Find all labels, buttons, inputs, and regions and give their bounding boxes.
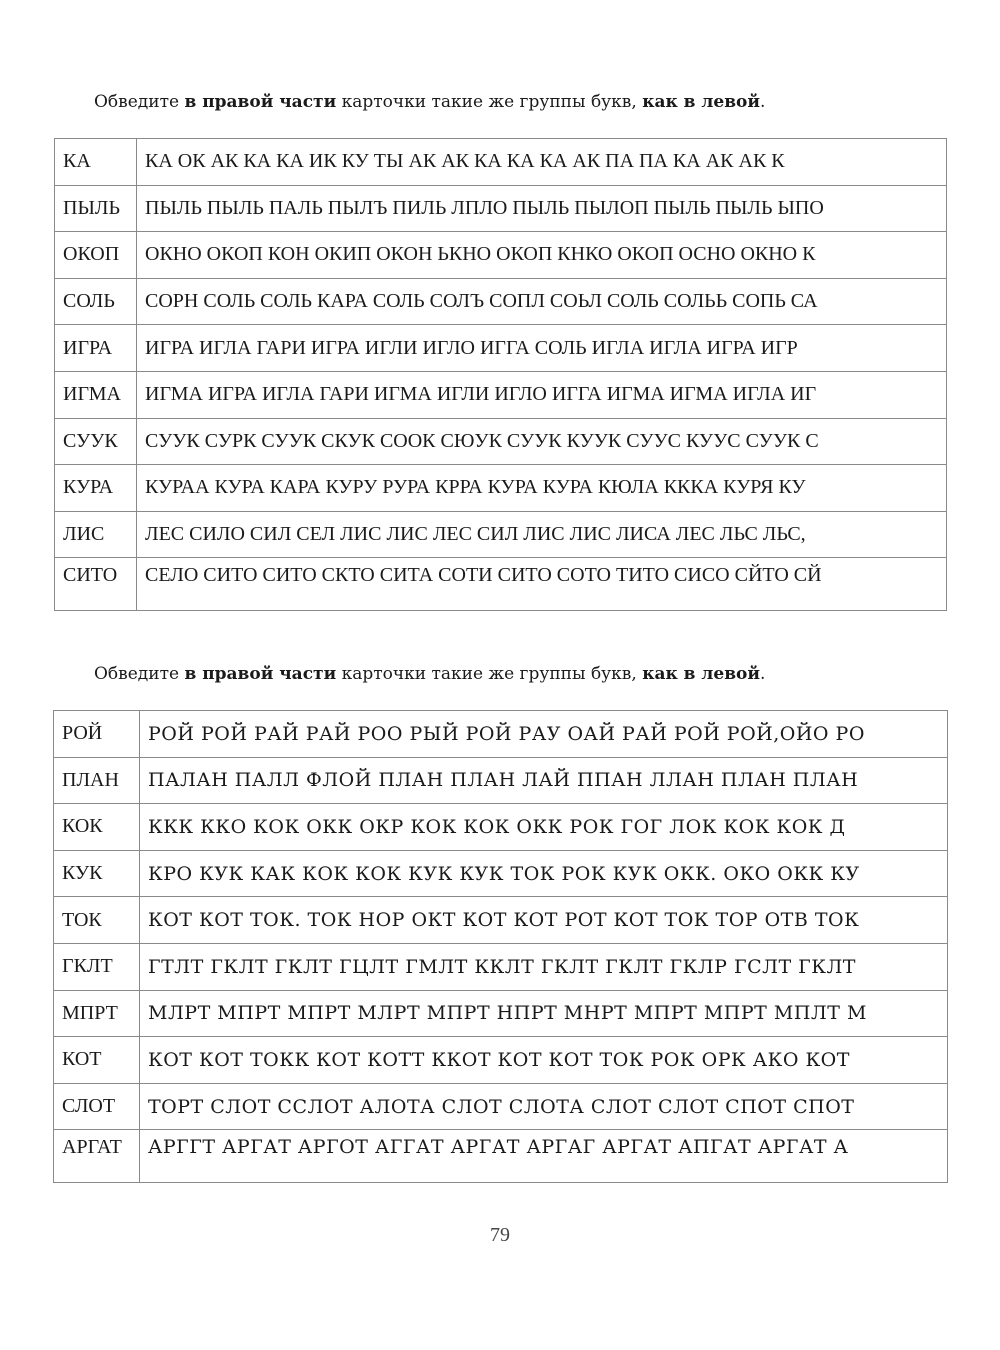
search-letter-line: СУУК СУРК СУУК СКУК СООК СЮУК СУУК КУУК СУУС КУУС СУУК С <box>137 418 947 465</box>
search-letter-line: ИГРА ИГЛА ГАРИ ИГРА ИГЛИ ИГЛО ИГГА СОЛЬ ИГЛА ИГЛА ИГРА ИГР <box>137 325 947 372</box>
card-row <box>55 278 947 325</box>
card-row <box>54 850 948 897</box>
target-letter-group: СУУК <box>55 418 137 465</box>
target-letter-group: СИТО <box>55 558 137 611</box>
card-row <box>55 558 947 611</box>
target-letter-group: КОТ <box>54 1037 140 1084</box>
card-row <box>54 804 948 851</box>
search-letter-line: ИГМА ИГРА ИГЛА ГАРИ ИГМА ИГЛИ ИГЛО ИГГА ИГМА ИГМА ИГЛА ИГ <box>137 371 947 418</box>
search-letter-line: ПЫЛЬ ПЫЛЬ ПАЛЬ ПЫЛЪ ПИЛЬ ЛПЛО ПЫЛЬ ПЫЛОП ПЫЛЬ ПЫЛЬ ЫПО <box>137 185 947 232</box>
target-letter-group: КУРА <box>55 465 137 512</box>
card-row <box>55 371 947 418</box>
search-letter-line: МЛРТ МПРТ МПРТ МЛРТ МПРТ НПРТ МНРТ МПРТ МПРТ МПЛТ М <box>140 990 948 1037</box>
target-letter-group: ИГРА <box>55 325 137 372</box>
card-row <box>55 325 947 372</box>
target-letter-group: ПЛАН <box>54 757 140 804</box>
target-letter-group: КА <box>55 139 137 186</box>
card-row <box>55 511 947 558</box>
page-number: 79 <box>490 1224 510 1246</box>
search-letter-line: ГТЛТ ГКЛТ ГКЛТ ГЦЛТ ГМЛТ ККЛТ ГКЛТ ГКЛТ ГКЛР ГСЛТ ГКЛТ <box>140 943 948 990</box>
target-letter-group: ИГМА <box>55 371 137 418</box>
card-row <box>54 1130 948 1183</box>
card-row <box>54 1037 948 1084</box>
target-letter-group: КУК <box>54 850 140 897</box>
search-letter-line: ОКНО ОКОП КОН ОКИП ОКОН ЬКНО ОКОП КНКО ОКОП ОСНО ОКНО К <box>137 232 947 279</box>
card-row <box>55 232 947 279</box>
search-letter-line: СЕЛО СИТО СИТО СКТО СИТА СОТИ СИТО СОТО ТИТО СИСО СЙТО СЙ <box>137 558 947 611</box>
target-letter-group: СЛОТ <box>54 1083 140 1130</box>
search-letter-line: ПАЛАН ПАЛЛ ФЛОЙ ПЛАН ПЛАН ЛАЙ ППАН ЛЛАН ПЛАН ПЛАН <box>140 757 948 804</box>
search-letter-line: КОТ КОТ ТОКК КОТ КОТТ ККОТ КОТ КОТ ТОК РОК ОРК АКО КОТ <box>140 1037 948 1084</box>
card-row <box>55 418 947 465</box>
letter-card-2 <box>53 710 948 1183</box>
target-letter-group: ПЫЛЬ <box>55 185 137 232</box>
target-letter-group: ТОК <box>54 897 140 944</box>
target-letter-group: АРГАТ <box>54 1130 140 1183</box>
search-letter-line: СОРН СОЛЬ СОЛЬ КАРА СОЛЬ СОЛЪ СОПЛ СОЬЛ СОЛЬ СОЛЬЬ СОПЬ СА <box>137 278 947 325</box>
instruction-2: Обведите в правой части карточки такие же группы букв, как в левой. <box>94 664 766 684</box>
search-letter-line: КУРАА КУРА КАРА КУРУ РУРА КРРА КУРА КУРА КЮЛА КККА КУРЯ КУ <box>137 465 947 512</box>
target-letter-group: ОКОП <box>55 232 137 279</box>
card-row <box>54 757 948 804</box>
search-letter-line: ЛЕС СИЛО СИЛ СЕЛ ЛИС ЛИС ЛЕС СИЛ ЛИС ЛИС ЛИСА ЛЕС ЛЬС ЛЬС, <box>137 511 947 558</box>
search-letter-line: АРГГТ АРГАТ АРГОТ АГГАТ АРГАТ АРГАГ АРГАТ АПГАТ АРГАТ А <box>140 1130 948 1183</box>
letter-card-1 <box>54 138 947 611</box>
card-row <box>55 185 947 232</box>
card-row <box>54 711 948 758</box>
instruction-1: Обведите в правой части карточки такие же группы букв, как в левой. <box>94 92 766 112</box>
search-letter-line: КОТ КОТ ТОК. ТОК НОР ОКТ КОТ КОТ РОТ КОТ ТОК ТОР ОТВ ТОК <box>140 897 948 944</box>
target-letter-group: СОЛЬ <box>55 278 137 325</box>
card-row <box>54 990 948 1037</box>
card-row <box>54 1083 948 1130</box>
search-letter-line: КРО КУК КАК КОК КОК КУК КУК ТОК РОК КУК ОКК. ОКО ОКК КУ <box>140 850 948 897</box>
search-letter-line: РОЙ РОЙ РАЙ РАЙ РОО РЫЙ РОЙ РАУ ОАЙ РАЙ РОЙ РОЙ,ОЙО РО <box>140 711 948 758</box>
target-letter-group: РОЙ <box>54 711 140 758</box>
search-letter-line: КА ОК АК КА КА ИК КУ ТЫ АК АК КА КА КА АК ПА ПА КА АК АК К <box>137 139 947 186</box>
target-letter-group: ГКЛТ <box>54 943 140 990</box>
target-letter-group: КОК <box>54 804 140 851</box>
card-row <box>55 465 947 512</box>
target-letter-group: ЛИС <box>55 511 137 558</box>
card-row <box>54 943 948 990</box>
target-letter-group: МПРТ <box>54 990 140 1037</box>
card-row <box>55 139 947 186</box>
card-row <box>54 897 948 944</box>
search-letter-line: ТОРТ СЛОТ ССЛОТ АЛОТА СЛОТ СЛОТА СЛОТ СЛОТ СПОТ СПОТ <box>140 1083 948 1130</box>
search-letter-line: ККК ККО КОК ОКК ОКР КОК КОК ОКК РОК ГОГ ЛОК КОК КОК Д <box>140 804 948 851</box>
